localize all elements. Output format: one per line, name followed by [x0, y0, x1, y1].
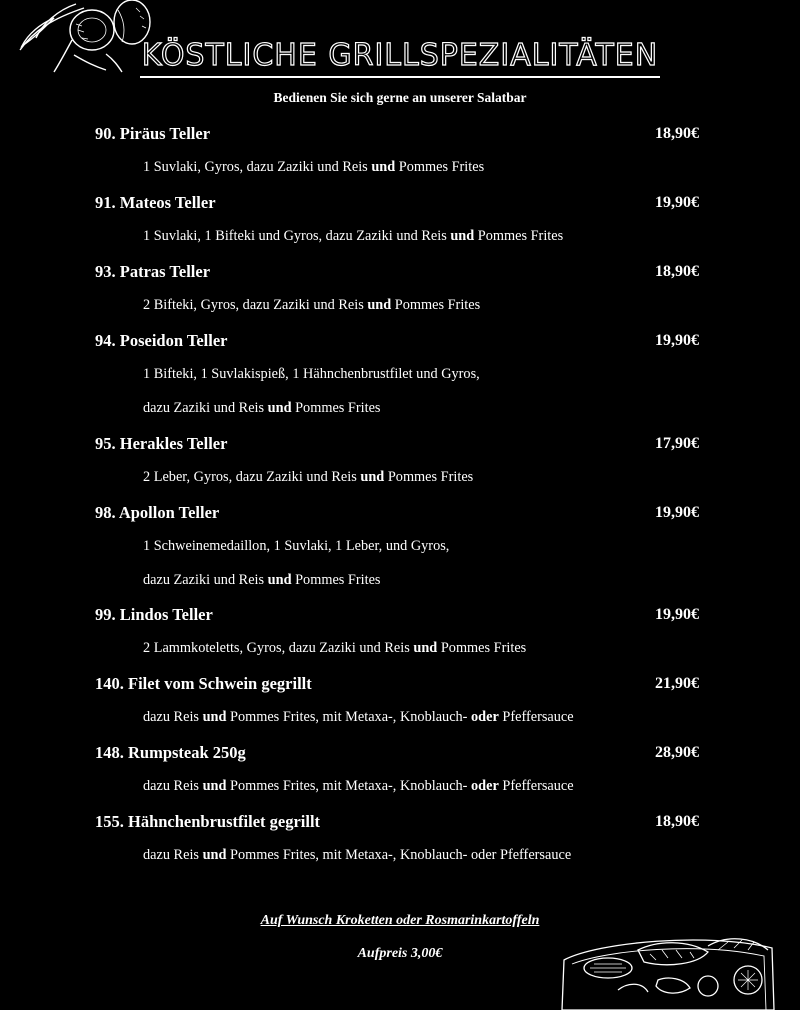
- menu-item-price: 18,90€: [655, 125, 699, 142]
- description-emphasis: und: [450, 228, 475, 244]
- menu-title-text: KÖSTLICHE GRILLSPEZIALITÄTEN: [140, 38, 660, 78]
- menu-item: [95, 329, 705, 432]
- description-text: 1 Bifteki, 1 Suvlakispieß, 1 Hähnchenbrustfilet und Gyros,: [143, 366, 480, 382]
- description-emphasis: und: [202, 847, 227, 863]
- description-text: Pfeffersauce: [498, 709, 574, 725]
- description-text: Pommes Frites: [395, 159, 485, 175]
- menu-item-name: 91. Mateos Teller: [95, 193, 216, 212]
- menu-item-header: [95, 810, 705, 834]
- menu-item-price: 21,90€: [655, 675, 699, 692]
- menu-item-description: [95, 696, 705, 731]
- menu-item-description: [95, 627, 705, 662]
- menu-item-price: 18,90€: [655, 813, 699, 830]
- menu-item-description: [95, 387, 705, 421]
- menu-item: [95, 672, 705, 741]
- menu-item-description: [95, 215, 705, 250]
- menu-item-price: 19,90€: [655, 606, 699, 623]
- menu-title: [0, 38, 800, 78]
- description-emphasis: und: [371, 159, 396, 175]
- description-text: Pommes Frites: [384, 468, 474, 485]
- description-text: Pommes Frites: [391, 297, 481, 313]
- menu-item-description: [95, 284, 705, 319]
- menu-item-price: 19,90€: [655, 332, 699, 349]
- menu-item-name: 98. Apollon Teller: [95, 502, 220, 522]
- menu-item-header: [95, 741, 705, 765]
- menu-item-name: 94. Poseidon Teller: [95, 331, 228, 350]
- description-text: dazu Reis: [143, 847, 203, 863]
- menu-item-description: [95, 834, 705, 869]
- description-text: dazu Zaziki und Reis: [143, 571, 268, 588]
- menu-item-header: [95, 672, 705, 696]
- menu-item-header: [95, 260, 705, 284]
- menu-item-description: [95, 456, 705, 491]
- description-text: dazu Reis: [143, 709, 203, 725]
- menu-item: [95, 741, 705, 810]
- grill-plate-illustration: [558, 920, 780, 1010]
- menu-item: [95, 603, 705, 672]
- description-text: Pommes Frites: [474, 228, 564, 244]
- description-emphasis: und: [202, 709, 227, 725]
- description-emphasis: und: [367, 297, 392, 313]
- description-text: 1 Suvlaki, Gyros, dazu Zaziki und Reis: [143, 159, 372, 175]
- description-emphasis: oder: [471, 778, 499, 794]
- menu-subtitle: Bedienen Sie sich gerne an unserer Salatbar: [273, 90, 527, 105]
- description-emphasis: und: [267, 571, 292, 588]
- menu-item-header: [95, 122, 705, 146]
- description-emphasis: und: [267, 400, 292, 416]
- menu-item-name: 93. Patras Teller: [95, 262, 211, 281]
- menu-item-name: 99. Lindos Teller: [95, 605, 213, 624]
- description-emphasis: oder: [471, 709, 499, 725]
- menu-item-description: [95, 353, 705, 387]
- menu-item-price: 19,90€: [655, 503, 699, 521]
- menu-item-price: 17,90€: [655, 434, 699, 452]
- menu-item-header: [95, 329, 705, 353]
- menu-item: [95, 260, 705, 329]
- menu-item-description: [95, 525, 705, 559]
- menu-items-list: [95, 122, 705, 879]
- menu-item-name: 95. Herakles Teller: [95, 433, 228, 453]
- description-text: Pommes Frites: [437, 640, 527, 656]
- description-text: Pommes Frites: [291, 571, 381, 588]
- menu-item: [95, 501, 705, 604]
- menu-item: [95, 191, 705, 260]
- menu-item-price: 28,90€: [655, 744, 699, 761]
- menu-item-header: [95, 501, 705, 525]
- description-emphasis: und: [413, 640, 438, 656]
- description-text: Pfeffersauce: [498, 778, 574, 794]
- description-text: 2 Leber, Gyros, dazu Zaziki und Reis: [143, 468, 361, 485]
- menu-item-description: [95, 765, 705, 800]
- menu-item-header: [95, 191, 705, 215]
- description-text: Pommes Frites, mit Metaxa-, Knoblauch-: [226, 709, 472, 725]
- footer-surcharge: Aufpreis 3,00€: [357, 946, 443, 961]
- description-text: 2 Lammkoteletts, Gyros, dazu Zaziki und Reis: [143, 640, 414, 656]
- menu-item: [95, 432, 705, 501]
- description-text: 1 Suvlaki, 1 Bifteki und Gyros, dazu Zaziki und Reis: [143, 228, 451, 244]
- description-text: 1 Schweinemedaillon, 1 Suvlaki, 1 Leber, und Gyros,: [143, 537, 450, 554]
- menu-item-description: [95, 559, 705, 593]
- menu-item-name: 155. Hähnchenbrustfilet gegrillt: [95, 812, 321, 831]
- menu-item-header: [95, 603, 705, 627]
- footer-note: Auf Wunsch Kroketten oder Rosmarinkartoffeln: [260, 913, 540, 928]
- description-text: dazu Reis: [143, 778, 203, 794]
- menu-item: [95, 810, 705, 879]
- description-text: Pommes Frites, mit Metaxa-, Knoblauch- oder Pfeffersauce: [226, 847, 572, 863]
- description-emphasis: und: [360, 468, 385, 485]
- description-text: Pommes Frites, mit Metaxa-, Knoblauch-: [226, 778, 472, 794]
- menu-item-header: [95, 432, 705, 456]
- menu-item: [95, 122, 705, 191]
- menu-item-name: 90. Piräus Teller: [95, 124, 211, 143]
- menu-item-description: [95, 146, 705, 181]
- description-text: dazu Zaziki und Reis: [143, 400, 268, 416]
- menu-item-name: 140. Filet vom Schwein gegrillt: [95, 674, 312, 693]
- description-emphasis: und: [202, 778, 227, 794]
- menu-item-name: 148. Rumpsteak 250g: [95, 743, 246, 762]
- menu-item-price: 18,90€: [655, 263, 699, 280]
- description-text: Pommes Frites: [291, 400, 381, 416]
- description-text: 2 Bifteki, Gyros, dazu Zaziki und Reis: [143, 297, 368, 313]
- menu-item-price: 19,90€: [655, 194, 699, 211]
